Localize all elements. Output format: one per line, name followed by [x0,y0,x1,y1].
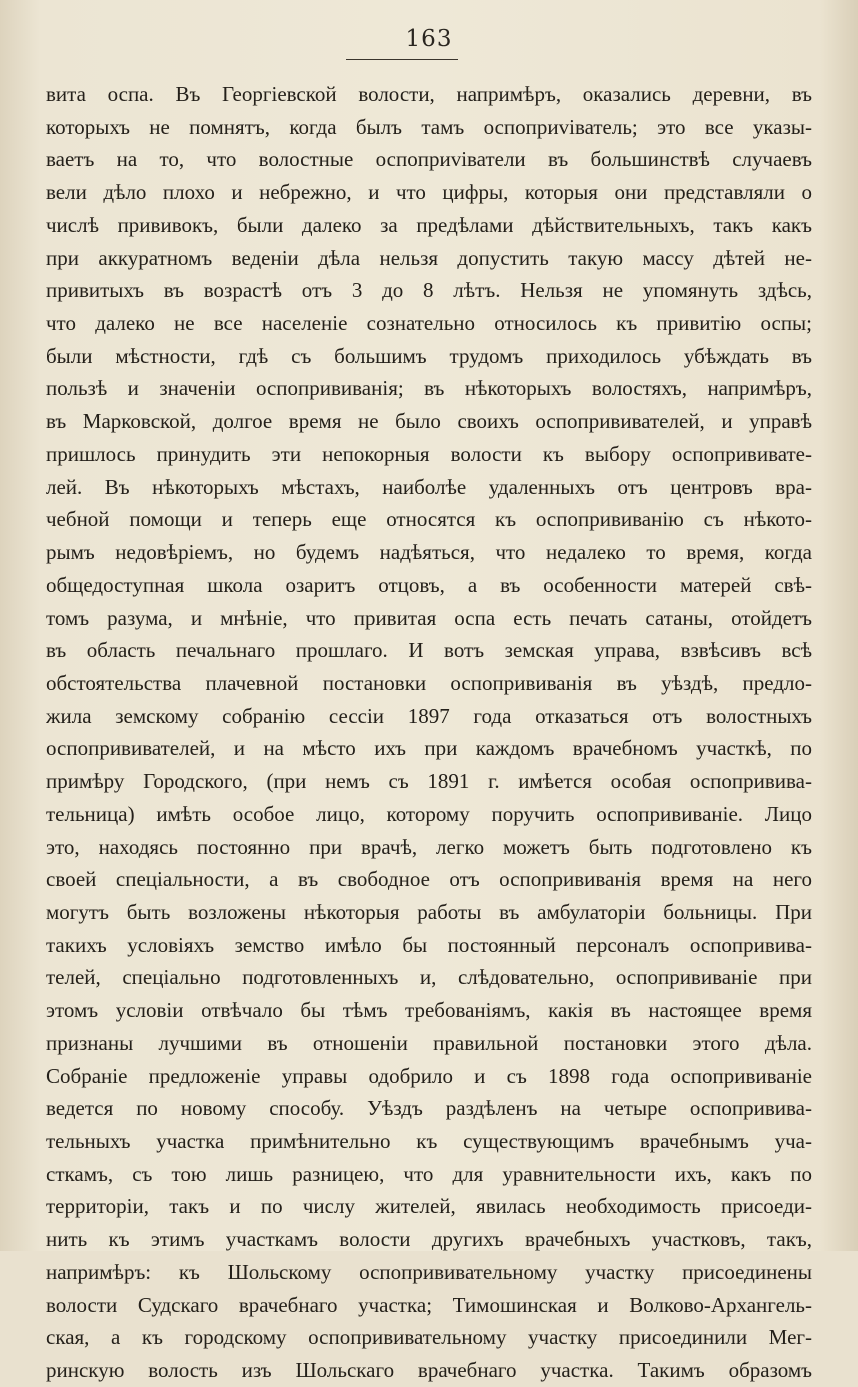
text-line: напримѣръ: къ Шольскому оспопрививательному участку присоединены [46,1259,812,1284]
text-line: такихъ условіяхъ земство имѣло бы постоянный персоналъ оспопривива- [46,932,812,957]
text-line: тельныхъ участка примѣнительно къ существующимъ врачебнымъ уча- [46,1129,812,1153]
text-line: своей спеціальности, а въ свободное отъ оспопрививанія время на него [46,867,812,892]
text-line: тельница) имѣть особое лицо, которому поручить оспопрививаніе. Лицо [46,801,812,826]
text-line: вели дѣло плохо и небрежно, и что цифры, которыя они представляли о [46,180,812,205]
text-line: волости Судскаго врачебнаго участка; Тимошинская и Волково-Архангель- [46,1292,812,1317]
text-line: лей. Въ нѣкоторыхъ мѣстахъ, наиболѣе удаленныхъ отъ центровъ вра- [46,474,812,499]
body-text [46,78,812,1387]
text-line: примѣру Городского, (при немъ съ 1891 г. имѣется особая оспопривива- [46,769,812,794]
text-line: были мѣстности, гдѣ съ большимъ трудомъ приходилось убѣждать въ [46,343,812,368]
text-line: ведется по новому способу. Уѣздъ раздѣленъ на четыре оспопривива- [46,1096,812,1121]
text-line: это, находясь постоянно при врачѣ, легко можетъ быть подготовлено къ [46,834,812,859]
header-rule [346,59,458,60]
text-line: признаны лучшими въ отношеніи правильной постановки этого дѣла. [46,1030,812,1055]
text-line: общедоступная школа озаритъ отцовъ, а въ особенности матерей свѣ- [46,572,812,597]
text-line: ская, а къ городскому оспопрививательному участку присоединили Мег- [46,1325,812,1350]
text-line: жила земскому собранію сессіи 1897 года отказаться отъ волостныхъ [46,703,812,728]
text-line: что далеко не все населеніе сознательно относилось къ привитію оспы; [46,311,812,336]
text-line: пришлось принудить эти непокорныя волости къ выбору оспопрививате- [46,441,812,466]
text-line: оспопрививателей, и на мѣсто ихъ при каждомъ врачебномъ участкѣ, по [46,736,812,761]
text-line: Собраніе предложеніе управы одобрило и съ 1898 года оспопрививаніе [46,1063,812,1088]
text-line: томъ разума, и мнѣніе, что привитая оспа есть печать сатаны, отойдетъ [46,605,812,630]
text-line: привитыхъ въ возрастѣ отъ 3 до 8 лѣтъ. Нельзя не упомянуть здѣсь, [46,278,812,303]
text-line: ринскую волость изъ Шольскаго врачебнаго участка. Такимъ образомъ [46,1358,812,1383]
text-line: въ область печальнаго прошлаго. И вотъ земская управа, взвѣсивъ всѣ [46,638,812,663]
text-line: чебной помощи и теперь еще относятся къ оспопрививанію съ нѣкото- [46,507,812,532]
text-line: нить къ этимъ участкамъ волости другихъ врачебныхъ участковъ, такъ, [46,1227,812,1252]
text-line: рымъ недовѣріемъ, но будемъ надѣяться, что недалеко то время, когда [46,540,812,565]
page-number: 163 [405,26,453,52]
text-line: телей, спеціально подготовленныхъ и, слѣдовательно, оспопрививаніе при [46,965,812,990]
text-line: пользѣ и значеніи оспопрививанія; въ нѣкоторыхъ волостяхъ, напримѣръ, [46,376,812,401]
text-line: этомъ условіи отвѣчало бы тѣмъ требованіямъ, какія въ настоящее время [46,998,812,1023]
text-line: которыхъ не помнятъ, когда былъ тамъ оспоприviватель; это все указы- [46,114,812,139]
text-line: въ Марковской, долгое время не было своихъ оспопрививателей, и управѣ [46,409,812,434]
text-line: вита оспа. Въ Георгіевской волости, напримѣръ, оказались деревни, въ [46,82,812,106]
text-line: ваетъ на то, что волостные оспоприviватели въ большинствѣ случаевъ [46,147,812,172]
text-line: территоріи, такъ и по числу жителей, явилась необходимость присоеди- [46,1194,812,1219]
text-line: могутъ быть возложены нѣкоторыя работы въ амбулаторіи больницы. При [46,899,812,924]
text-line: при аккуратномъ веденіи дѣла нельзя допустить такую массу дѣтей не- [46,245,812,270]
text-line: обстоятельства плачевной постановки оспопрививанія въ уѣздѣ, предло- [46,670,812,695]
text-line: сткамъ, съ тою лишь разницею, что для уравнительности ихъ, какъ по [46,1161,812,1186]
text-line: числѣ прививокъ, были далеко за предѣлами дѣйствительныхъ, такъ какъ [46,212,812,237]
